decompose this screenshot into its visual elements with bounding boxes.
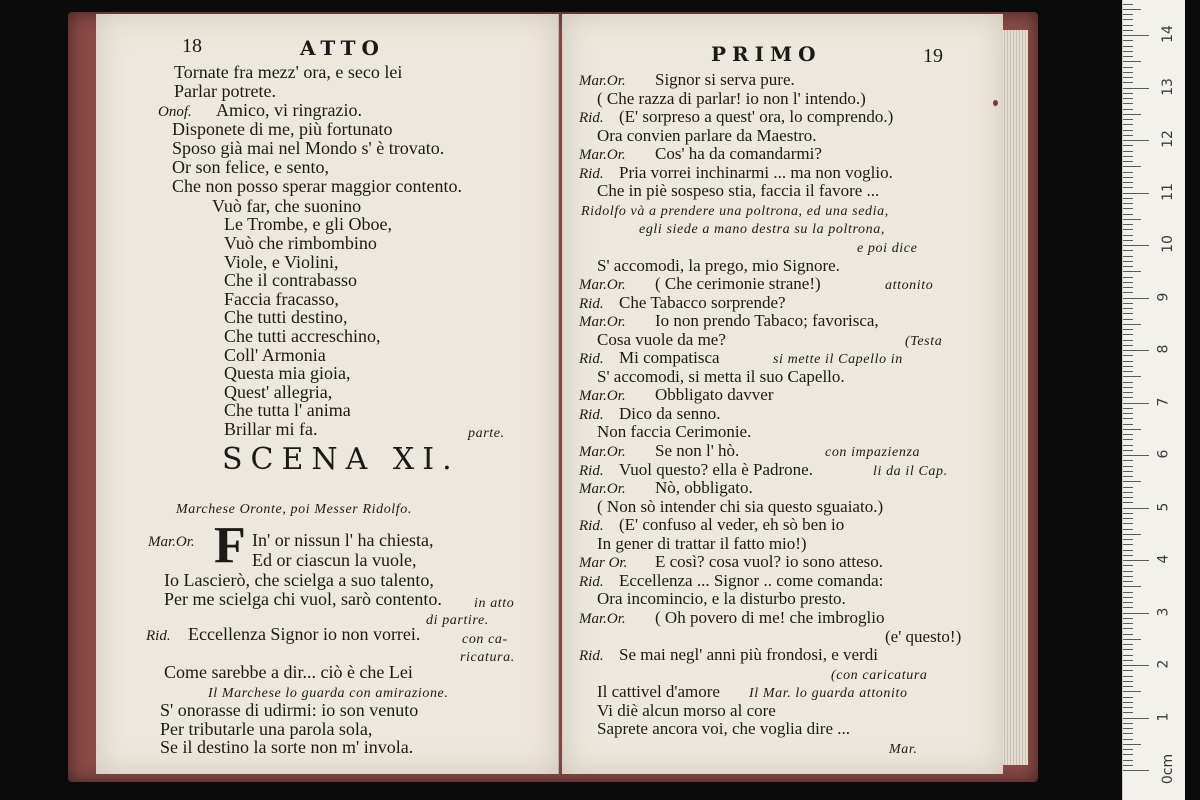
song-line: Viole, e Violini, (224, 252, 339, 272)
text-line: Nò, obbligato. (655, 478, 753, 498)
ruler-tick (1123, 266, 1133, 267)
ruler-tick (1123, 156, 1133, 157)
ruler-tick (1123, 513, 1133, 514)
ruler-tick (1123, 240, 1133, 241)
song-line: Le Trombe, e gli Oboe, (224, 214, 392, 234)
text-line: Amico, vi ringrazio. (216, 100, 362, 120)
ruler-number: 5 (1155, 502, 1172, 511)
ruler-tick (1123, 98, 1133, 99)
ruler-tick (1123, 319, 1133, 320)
ruler-tick (1123, 46, 1133, 47)
ruler-tick (1123, 345, 1133, 346)
ruler-tick (1123, 649, 1133, 650)
measuring-ruler (1122, 0, 1185, 800)
ruler-tick (1123, 691, 1141, 692)
text-line: (E' sorpreso a quest' ora, lo comprendo.) (619, 107, 894, 127)
ruler-tick (1123, 124, 1133, 125)
text-line: Ora convien parlare da Maestro. (597, 125, 817, 145)
ruler-tick (1123, 135, 1133, 136)
ruler-tick (1123, 14, 1133, 15)
right-page (562, 14, 1003, 774)
stage-direction: egli siede a mano destra su la poltrona, (639, 222, 885, 238)
ruler-tick (1123, 487, 1133, 488)
speaker-label: Rid. (579, 573, 604, 590)
text-line: Io Lascierò, che scielga a suo talento, (164, 570, 434, 590)
ruler-tick (1123, 298, 1149, 299)
ruler-tick (1123, 67, 1133, 68)
text-line: Saprete ancora voi, che voglia dire ... (597, 719, 851, 739)
text-line: Io non prendo Tabaco; favorisca, (655, 311, 879, 331)
ruler-tick (1123, 555, 1133, 556)
ruler-tick (1123, 550, 1133, 551)
speaker-label: Rid. (579, 518, 604, 535)
ruler-tick (1123, 140, 1149, 141)
ruler-tick (1123, 151, 1133, 152)
ruler-tick (1123, 770, 1149, 771)
ruler-tick (1123, 581, 1133, 582)
ruler-tick (1123, 460, 1133, 461)
ruler-tick (1123, 613, 1149, 614)
stage-direction: Il Mar. lo guarda attonito (749, 686, 908, 702)
ruler-tick (1123, 82, 1133, 83)
page-edges (1002, 30, 1028, 765)
speaker-label: Rid. (146, 628, 171, 644)
ruler-tick (1123, 324, 1141, 325)
ruler-tick (1123, 198, 1133, 199)
ruler-tick (1123, 245, 1149, 246)
ruler-tick (1123, 403, 1149, 404)
ruler-tick (1123, 382, 1133, 383)
stage-direction: con ca- (462, 632, 508, 647)
song-line: Vuò far, che suonino (212, 196, 362, 216)
ruler-tick (1123, 523, 1133, 524)
speaker-label: Mar.Or. (579, 73, 626, 89)
ruler-number: 4 (1155, 554, 1172, 564)
ruler-number: 8 (1155, 344, 1172, 354)
ruler-tick (1123, 450, 1133, 451)
text-line: Obbligato davver (655, 385, 774, 405)
ruler-tick (1123, 93, 1133, 94)
ruler-tick (1123, 172, 1133, 173)
ruler-tick (1123, 408, 1133, 409)
ruler-tick (1123, 109, 1133, 110)
ruler-tick (1123, 371, 1133, 372)
ruler-tick (1123, 665, 1149, 666)
text-line: Tornate fra mezz' ora, e seco lei (174, 62, 403, 82)
ruler-tick (1123, 686, 1133, 687)
ruler-tick (1123, 187, 1133, 188)
ruler-tick (1123, 88, 1149, 89)
left-page (96, 14, 559, 774)
song-line: Brillar mi fa. (224, 419, 318, 439)
text-line: Non faccia Cerimonie. (597, 422, 752, 442)
song-line: Che tutti accreschino, (224, 326, 381, 346)
ruler-tick (1123, 697, 1133, 698)
ruler-tick (1123, 534, 1141, 535)
speaker-label: Mar.Or. (579, 388, 626, 405)
stage-direction: con impazienza (825, 445, 921, 460)
ruler-tick (1123, 644, 1133, 645)
ruler-tick (1123, 518, 1133, 519)
song-line: Che tutta l' anima (224, 400, 351, 420)
song-line: Che tutti destino, (224, 307, 348, 327)
ruler-tick (1123, 676, 1133, 677)
ruler-tick (1123, 571, 1133, 572)
ruler-tick (1123, 529, 1133, 530)
text-line: Se non l' hò. (655, 441, 740, 460)
ruler-tick (1123, 749, 1133, 750)
ruler-tick (1123, 607, 1133, 608)
ruler-tick (1123, 61, 1141, 62)
ruler-tick (1123, 56, 1133, 57)
text-line: ( Oh povero di me! che imbroglio (655, 607, 885, 627)
ruler-tick (1123, 161, 1133, 162)
ruler-tick (1123, 130, 1133, 131)
ruler-tick (1123, 334, 1133, 335)
ruler-tick (1123, 292, 1133, 293)
ruler-tick (1123, 712, 1133, 713)
stage-direction: (Testa (905, 333, 943, 349)
ruler-number: 11 (1159, 182, 1176, 201)
ruler-number: 12 (1159, 130, 1176, 148)
song-line: Vuò che rimbombino (224, 233, 377, 253)
text-line: Che Tabacco sorprende? (619, 292, 786, 312)
scene-subtitle: Marchese Oronte, poi Messer Ridolfo. (176, 502, 412, 517)
speaker-label: Onof. (158, 104, 192, 120)
ruler-tick (1123, 481, 1141, 482)
ruler-tick (1123, 639, 1141, 640)
ruler-tick (1123, 19, 1133, 20)
speaker-label: Mar.Or. (579, 314, 626, 331)
stage-direction: di partire. (426, 613, 489, 628)
ruler-tick (1123, 439, 1133, 440)
ruler-number: 13 (1159, 77, 1176, 96)
ruler-tick (1123, 9, 1141, 10)
ruler-tick (1123, 282, 1133, 283)
ruler-tick (1123, 177, 1133, 178)
text-line: Disponete di me, più fortunato (172, 119, 393, 139)
ruler-tick (1123, 723, 1133, 724)
ruler-tick (1123, 313, 1133, 314)
text-line: Or son felice, e sento, (172, 157, 329, 177)
ruler-tick (1123, 754, 1133, 755)
ruler-tick (1123, 602, 1133, 603)
speaker-label: Mar.Or. (148, 534, 195, 550)
speaker-label: Mar.Or. (579, 147, 626, 164)
ruler-tick (1123, 623, 1133, 624)
ruler-tick (1123, 681, 1133, 682)
ruler-tick (1123, 392, 1133, 393)
text-line: Cosa vuole da me? (597, 329, 726, 349)
text-line: S' onorasse di udirmi: io son venuto (160, 700, 419, 720)
ruler-tick (1123, 287, 1133, 288)
ruler-tick (1123, 214, 1133, 215)
ruler-tick (1123, 51, 1133, 52)
stage-direction: e poi dice (857, 240, 918, 256)
ruler-tick (1123, 235, 1133, 236)
song-line: Quest' allegria, (224, 382, 333, 402)
text-line: Mi compatisca (619, 348, 720, 368)
ruler-tick (1123, 744, 1141, 745)
stage-direction: Mar. (889, 741, 918, 757)
ruler-tick (1123, 628, 1133, 629)
ruler-tick (1123, 30, 1133, 31)
song-line: Questa mia gioia, (224, 363, 351, 383)
ruler-number: 0cm (1160, 753, 1177, 785)
song-line: Coll' Armonia (224, 345, 326, 365)
stage-direction: Il Marchese lo guarda con amirazione. (208, 686, 449, 701)
drop-cap: F (214, 517, 246, 574)
ruler-tick (1123, 261, 1133, 262)
speaker-label: Mar.Or. (579, 610, 626, 627)
stage-direction: in atto (474, 596, 515, 611)
ruler-tick (1123, 224, 1133, 225)
ruler-tick (1123, 560, 1149, 561)
ruler-tick (1123, 208, 1133, 209)
ruler-tick (1123, 592, 1133, 593)
speaker-label: Rid. (579, 295, 604, 312)
ruler-tick (1123, 702, 1133, 703)
ruler-tick (1123, 670, 1133, 671)
ruler-tick (1123, 387, 1133, 388)
ruler-tick (1123, 718, 1149, 719)
ruler-tick (1123, 340, 1133, 341)
text-line: Il cattivel d'amore (597, 682, 720, 702)
ruler-number: 14 (1159, 25, 1176, 43)
ruler-tick (1123, 35, 1149, 36)
stage-direction: ricatura. (460, 650, 515, 665)
ruler-tick (1123, 424, 1133, 425)
speaker-label: Rid. (579, 165, 604, 182)
text-line: Dico da senno. (619, 403, 721, 423)
text-line: Che non posso sperar maggior contento. (172, 176, 462, 196)
ruler-tick (1123, 250, 1133, 251)
text-line: Vi diè alcun morso al core (597, 700, 776, 720)
stage-direction: (con caricatura (831, 667, 928, 683)
ruler-tick (1123, 502, 1133, 503)
running-head-right: PRIMO (711, 42, 822, 66)
ruler-tick (1123, 40, 1133, 41)
stage-direction: Ridolfo và a prendere una poltrona, ed una sedia, (581, 203, 889, 219)
ruler-tick (1123, 413, 1133, 414)
ruler-tick (1123, 445, 1133, 446)
ruler-tick (1123, 103, 1133, 104)
text-line: Come sarebbe a dir... ciò è che Lei (164, 662, 413, 682)
ink-stain (993, 100, 998, 106)
text-line: Per me scielga chi vuol, sarò contento. (164, 589, 442, 609)
ruler-tick (1123, 576, 1133, 577)
ruler-tick (1123, 119, 1133, 120)
text-line: Vuol questo? ella è Padrone. (619, 459, 813, 479)
ruler-tick (1123, 219, 1141, 220)
ruler-tick (1123, 166, 1141, 167)
text-line: Signor si serva pure. (655, 70, 795, 89)
ruler-tick (1123, 4, 1133, 5)
ruler-number: 6 (1155, 449, 1172, 459)
text-line: ( Non sò intender chi sia questo sguaiato.) (597, 496, 884, 516)
page-number-left: 18 (182, 35, 202, 57)
text-line: S' accomodi, si metta il suo Capello. (597, 366, 845, 386)
text-line: Se mai negl' anni più frondosi, e verdi (619, 645, 878, 665)
running-head-left: ATTO (300, 36, 385, 60)
ruler-tick (1123, 277, 1133, 278)
ruler-tick (1123, 544, 1133, 545)
speaker-label: Rid. (579, 406, 604, 423)
speaker-label: Mar.Or. (579, 444, 626, 460)
ruler-tick (1123, 72, 1133, 73)
ruler-tick (1123, 397, 1133, 398)
ruler-tick (1123, 366, 1133, 367)
speaker-label: Rid. (579, 110, 604, 127)
ruler-tick (1123, 329, 1133, 330)
ruler-tick (1123, 539, 1133, 540)
ruler-tick (1123, 492, 1133, 493)
text-line: Ora incomincio, e la disturbo presto. (597, 589, 846, 609)
text-line: Se il destino la sorte non m' invola. (160, 737, 414, 757)
scene-title: SCENA XI. (222, 442, 460, 477)
speaker-label: Rid. (579, 351, 604, 368)
text-line: ( Che cerimonie strane!) (655, 274, 821, 294)
ruler-number: 3 (1155, 607, 1172, 616)
ruler-tick (1123, 471, 1133, 472)
ruler-tick (1123, 497, 1133, 498)
ruler-tick (1123, 618, 1133, 619)
page-number-right: 19 (923, 45, 943, 67)
stage-direction: li da il Cap. (873, 463, 948, 479)
ruler-tick (1123, 114, 1141, 115)
stage-direction: attonito (885, 278, 934, 294)
ruler-number: 1 (1155, 712, 1172, 721)
ruler-number: 10 (1159, 235, 1176, 253)
ruler-tick (1123, 455, 1149, 456)
ruler-tick (1123, 660, 1133, 661)
ruler-tick (1123, 565, 1133, 566)
ruler-tick (1123, 466, 1133, 467)
speaker-label: Mar.Or. (579, 277, 626, 294)
ruler-tick (1123, 476, 1133, 477)
speaker-label: Mar.Or. (579, 481, 626, 498)
ruler-tick (1123, 418, 1133, 419)
ruler-tick (1123, 434, 1133, 435)
ruler-tick (1123, 765, 1133, 766)
ruler-tick (1123, 77, 1133, 78)
speaker-label: Rid. (579, 648, 604, 665)
ruler-tick (1123, 193, 1149, 194)
ruler-tick (1123, 203, 1133, 204)
ruler-tick (1123, 308, 1133, 309)
ruler-tick (1123, 586, 1141, 587)
text-line: Pria vorrei inchinarmi ... ma non voglio. (619, 162, 893, 182)
text-line: Cos' ha da comandarmi? (655, 144, 822, 164)
song-line: Faccia fracasso, (224, 289, 339, 309)
ruler-tick (1123, 760, 1133, 761)
text-line: E così? cosa vuol? io sono atteso. (655, 552, 884, 572)
ruler-tick (1123, 303, 1133, 304)
ruler-tick (1123, 25, 1133, 26)
song-line: Che il contrabasso (224, 270, 357, 290)
ruler-number: 9 (1155, 292, 1172, 301)
ruler-number: 2 (1155, 659, 1172, 669)
ruler-tick (1123, 256, 1133, 257)
ruler-tick (1123, 707, 1133, 708)
ruler-tick (1123, 429, 1141, 430)
text-line: In gener di trattar il fatto mio!) (597, 533, 807, 553)
ruler-tick (1123, 145, 1133, 146)
ruler-tick (1123, 733, 1133, 734)
ruler-tick (1123, 655, 1133, 656)
text-line: S' accomodi, la prego, mio Signore. (597, 255, 840, 275)
ruler-tick (1123, 361, 1133, 362)
text-line: Ed or ciascun la vuole, (252, 550, 417, 570)
text-line: (e' questo!) (885, 626, 962, 646)
text-line: Parlar potrete. (174, 81, 276, 101)
text-line: (E' confuso al veder, eh sò ben io (619, 515, 845, 535)
text-line: Per tributarle una parola sola, (160, 719, 373, 739)
ruler-tick (1123, 229, 1133, 230)
stage-direction: si mette il Capello in (773, 352, 903, 368)
ruler-tick (1123, 376, 1141, 377)
text-line: Eccellenza Signor io non vorrei. (188, 624, 421, 644)
speaker-label: Mar Or. (579, 555, 628, 572)
ruler-tick (1123, 728, 1133, 729)
ruler-tick (1123, 271, 1141, 272)
ruler-tick (1123, 739, 1133, 740)
text-line: Che in piè sospeso stia, faccia il favore ... (597, 181, 880, 201)
ruler-tick (1123, 350, 1149, 351)
ruler-tick (1123, 508, 1149, 509)
text-line: In' or nissun l' ha chiesta, (252, 530, 434, 550)
ruler-tick (1123, 355, 1133, 356)
ruler-number: 7 (1155, 397, 1172, 406)
speaker-label: Rid. (579, 462, 604, 479)
stage-direction: parte. (468, 426, 505, 441)
text-line: ( Che razza di parlar! io non l' intendo.) (597, 88, 866, 108)
ruler-tick (1123, 634, 1133, 635)
text-line: Eccellenza ... Signor .. come comanda: (619, 570, 884, 590)
ruler-tick (1123, 182, 1133, 183)
text-line: Sposo già mai nel Mondo s' è trovato. (172, 138, 445, 158)
ruler-tick (1123, 597, 1133, 598)
